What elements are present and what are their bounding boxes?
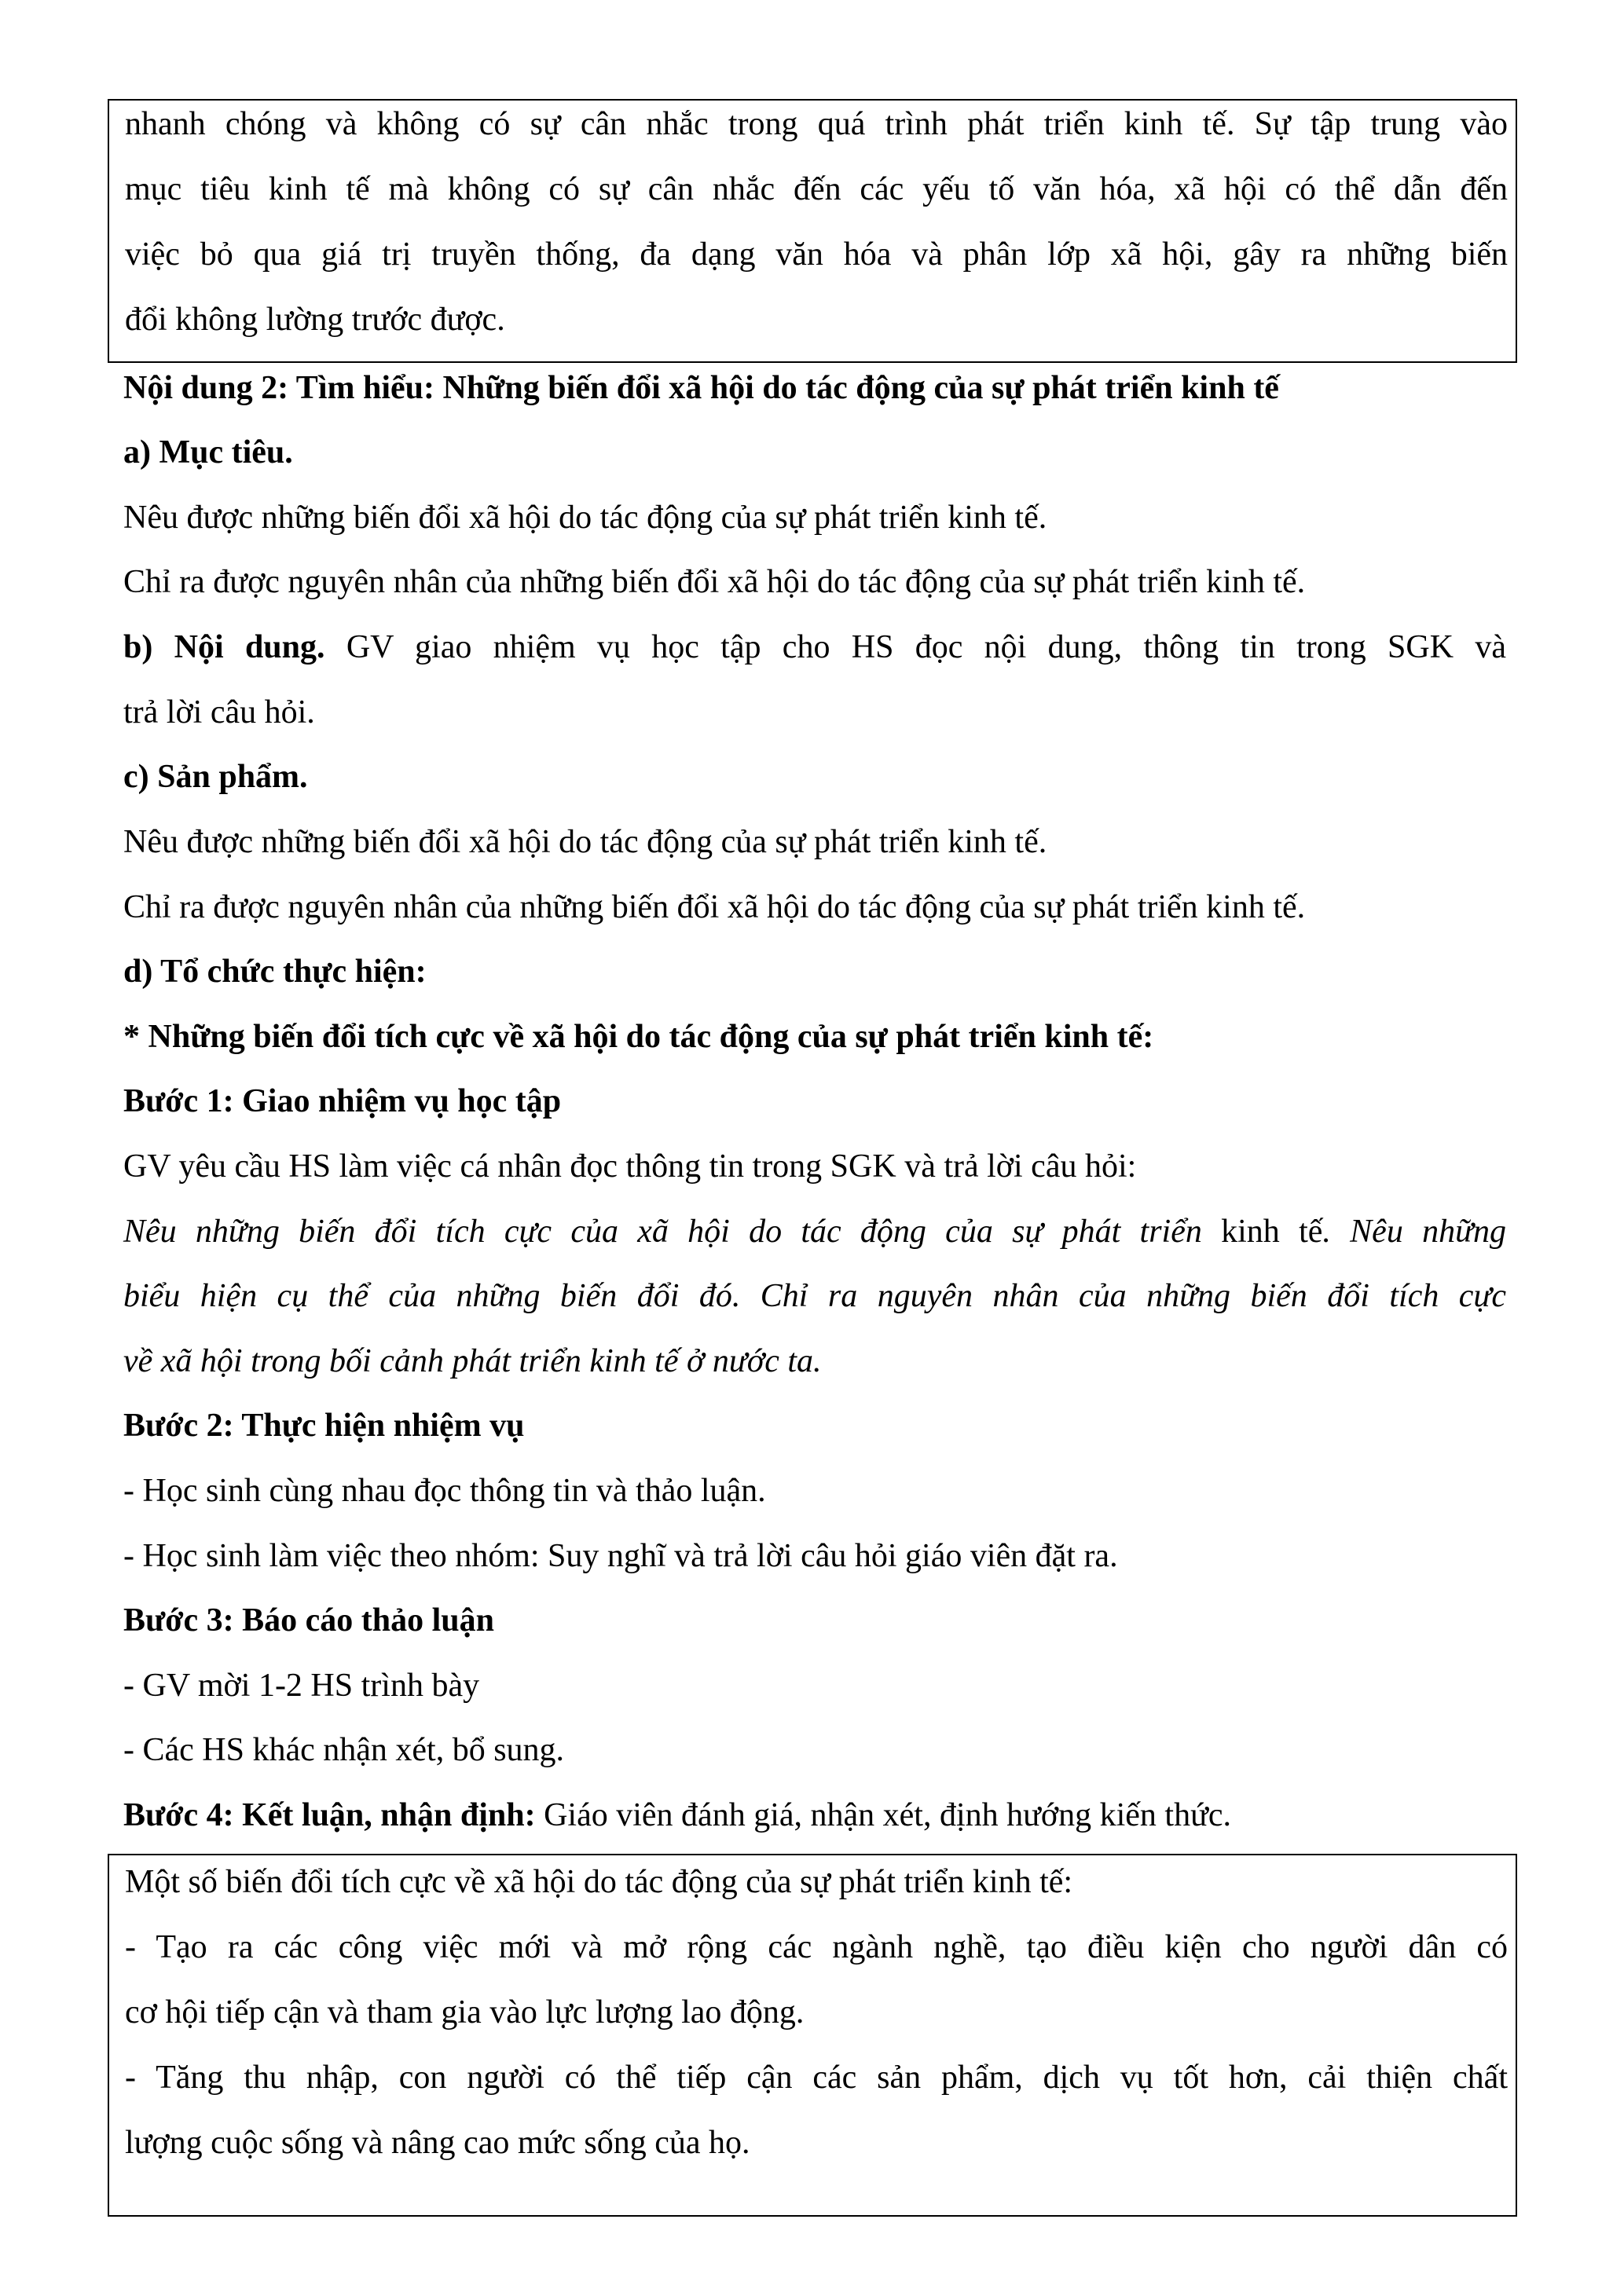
san-pham-label: c) Sản phẩm. (123, 759, 308, 795)
muc-tieu-label: a) Mục tiêu. (123, 434, 293, 471)
question-line-2: biểu hiện cụ thể của những biến đổi đó. Chỉ ra nguyên nhân của những biến đổi tích cực (123, 1278, 1506, 1314)
bottom-box-line-2: - Tạo ra các công việc mới và mở rộng các ngành nghề, tạo điều kiện cho người dân có (125, 1929, 1508, 1965)
top-box-line-4: đổi không lường trước được. (125, 302, 505, 338)
buoc-2-heading: Bước 2: Thực hiện nhiệm vụ (123, 1408, 525, 1444)
question-line-1 (123, 1210, 1506, 1254)
buoc-2-item-2: - Học sinh làm việc theo nhóm: Suy nghĩ và trả lời câu hỏi giáo viên đặt ra. (123, 1538, 1118, 1574)
to-chuc-label: d) Tổ chức thực hiện: (123, 954, 427, 990)
buoc-3-item-1: - GV mời 1-2 HS trình bày (123, 1668, 480, 1704)
bottom-box-line-3: cơ hội tiếp cận và tham gia vào lực lượng lao động. (125, 1994, 805, 2031)
san-pham-item-2: Chỉ ra được nguyên nhân của những biến đổi xã hội do tác động của sự phát triển kinh tế. (123, 889, 1306, 925)
buoc-1-text: GV yêu cầu HS làm việc cá nhân đọc thông tin trong SGK và trả lời câu hỏi: (123, 1148, 1137, 1185)
muc-tieu-item-2: Chỉ ra được nguyên nhân của những biến đổi xã hội do tác động của sự phát triển kinh tế. (123, 564, 1306, 600)
buoc-4-paragraph (123, 1793, 1506, 1837)
san-pham-item-1: Nêu được những biến đổi xã hội do tác động của sự phát triển kinh tế. (123, 824, 1047, 860)
buoc-4-text: Giáo viên đánh giá, nhận xét, định hướng kiến thức. (535, 1797, 1231, 1833)
bottom-box-line-4: - Tăng thu nhập, con người có thể tiếp cận các sản phẩm, dịch vụ tốt hơn, cải thiện chất (125, 2060, 1508, 2096)
section-positive-changes: * Những biến đổi tích cực về xã hội do tác động của sự phát triển kinh tế: (123, 1019, 1154, 1055)
heading-noi-dung-2: Nội dung 2: Tìm hiểu: Những biến đổi xã hội do tác động của sự phát triển kinh tế (123, 370, 1279, 406)
question-line-1-part-c: . Nêu những (1322, 1214, 1506, 1250)
noi-dung-text: GV giao nhiệm vụ học tập cho HS đọc nội dung, thông tin trong SGK và (324, 629, 1506, 665)
noi-dung-paragraph-line-1 (123, 625, 1506, 669)
buoc-4-heading: Bước 4: Kết luận, nhận định: (123, 1797, 536, 1833)
question-line-1-part-b: kinh tế (1201, 1214, 1323, 1250)
noi-dung-label: b) Nội dung. (123, 629, 325, 665)
question-line-3: về xã hội trong bối cảnh phát triển kinh tế ở nước ta. (123, 1343, 822, 1379)
top-box-line-3: việc bỏ qua giá trị truyền thống, đa dạng văn hóa và phân lớp xã hội, gây ra những biến (125, 236, 1508, 273)
buoc-1-heading: Bước 1: Giao nhiệm vụ học tập (123, 1083, 562, 1119)
noi-dung-paragraph-line-2: trả lời câu hỏi. (123, 694, 315, 731)
top-box-line-1: nhanh chóng và không có sự cân nhắc trong quá trình phát triển kinh tế. Sự tập trung vào (125, 106, 1508, 142)
bottom-box-line-5: lượng cuộc sống và nâng cao mức sống của họ. (125, 2125, 750, 2161)
top-text-box (108, 99, 1517, 363)
top-box-line-2: mục tiêu kinh tế mà không có sự cân nhắc đến các yếu tố văn hóa, xã hội có thể dẫn đến (125, 171, 1508, 207)
buoc-3-item-2: - Các HS khác nhận xét, bổ sung. (123, 1732, 565, 1768)
bottom-box-line-1: Một số biến đổi tích cực về xã hội do tác động của sự phát triển kinh tế: (125, 1864, 1073, 1900)
question-line-1-part-a: Nêu những biến đổi tích cực của xã hội do tác động của sự phát triển (123, 1214, 1202, 1250)
buoc-2-item-1: - Học sinh cùng nhau đọc thông tin và thảo luận. (123, 1473, 766, 1509)
bottom-conclusion-box (108, 1854, 1517, 2217)
buoc-3-heading: Bước 3: Báo cáo thảo luận (123, 1602, 494, 1639)
muc-tieu-item-1: Nêu được những biến đổi xã hội do tác động của sự phát triển kinh tế. (123, 500, 1047, 536)
